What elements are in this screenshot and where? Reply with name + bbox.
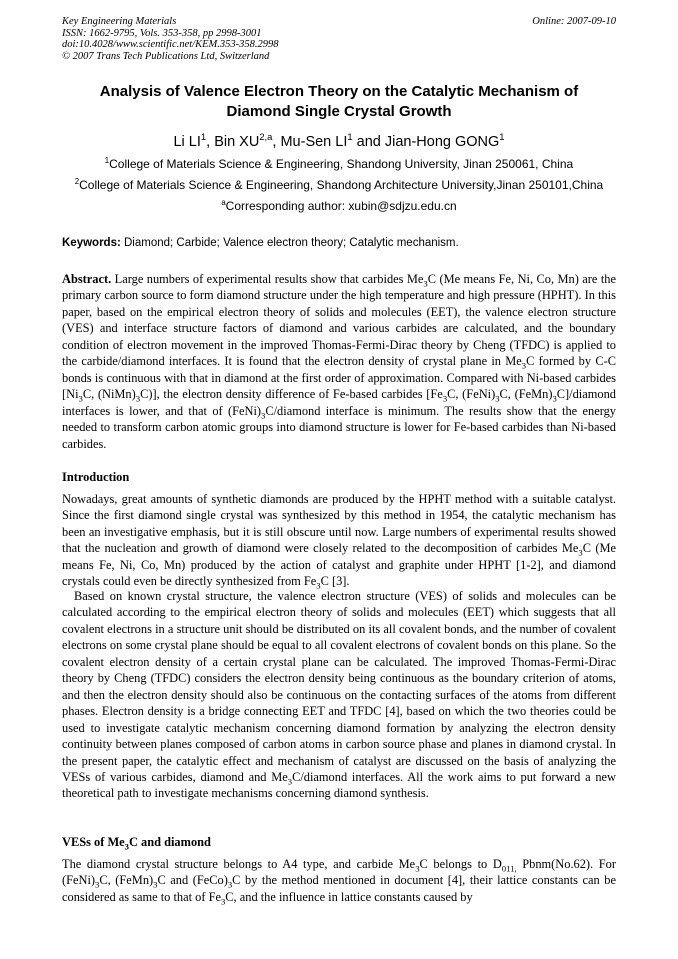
keywords-label: Keywords: [62, 237, 121, 249]
author-name: Jian-Hong GONG [384, 134, 500, 150]
author-name: Li LI [173, 134, 201, 150]
introduction-heading: Introduction [62, 470, 130, 484]
paper-title [62, 82, 616, 122]
ves-paragraph-1: The diamond crystal structure belongs to A4 type, and carbide $Me_3C$ belongs to $D_{011,}$ Pbnm(No.62). For $(FeNi)_3C$, $(FeMn)_3C$ and $(FeCo)_3C$ by the method mentioned in document [4], their lattice constants can be considered as same to that of $Fe_3C$, and the influence in lattice constants caused by [62, 857, 616, 907]
author-affiliation-mark: 2,a [259, 131, 273, 143]
intro-paragraph-1: Nowadays, great amounts of synthetic diamonds are produced by the HPHT method with a suitable catalyst. Since the first diamond single crystal was synthesized by this method in 1954, the catalytic mechanism has been an investigative emphasis, but it is still obscure until now. Large numbers of experimental results showed that the nucleation and growth of diamond were closely related to the decomposition of carbides $Me_3C$ (Me means Fe, Ni, Co, Mn) produced by the action of catalyst and graphite under HPHT [1-2], and diamond crystals could even be directly synthesized from $Fe_3C$ [3]. [62, 492, 616, 591]
author-separator: , [206, 134, 215, 150]
abstract-label: Abstract. [62, 272, 112, 286]
author-affiliation-mark: 1 [200, 131, 207, 143]
corresponding-author [50, 199, 628, 214]
title-line-2: Diamond Single Crystal Growth [226, 103, 452, 120]
ves-heading: VESs of $Me_3C$ and diamond [62, 835, 211, 852]
abstract [62, 271, 616, 452]
author-affiliation-mark: 1 [499, 131, 505, 143]
journal-name: Key Engineering Materials [62, 16, 177, 27]
affiliation-2 [50, 178, 628, 193]
author-separator: , [272, 134, 281, 150]
author-name: Bin XU [214, 134, 260, 150]
affiliation-text: College of Materials Science & Engineering, Shandong Architecture University,Jinan 250101,China [79, 178, 604, 192]
affiliation-text: College of Materials Science & Engineering, Shandong University, Jinan 250061, China [109, 157, 574, 171]
author-list [62, 133, 616, 151]
doi-line: doi:10.4028/www.scientific.net/KEM.353-358.2998 [62, 39, 279, 50]
affiliation-mark: 1 [104, 156, 110, 165]
journal-header [62, 16, 616, 62]
corresponding-email: Corresponding author: xubin@sdjzu.edu.cn [225, 199, 457, 213]
keywords [62, 236, 616, 250]
online-date: Online: 2007-09-10 [532, 16, 616, 27]
title-line-1: Analysis of Valence Electron Theory on the Catalytic Mechanism of [99, 83, 579, 100]
author-affiliation-mark: 1 [347, 131, 353, 143]
keywords-text: Diamond; Carbide; Valence electron theory; Catalytic mechanism. [120, 237, 459, 249]
author-name: Mu-Sen LI [280, 134, 348, 150]
affiliation-1 [50, 157, 628, 172]
intro-paragraph-2: Based on known crystal structure, the valence electron structure (VES) of solids and molecules can be calculated according to the empirical electron theory of solids and molecules (EET) which suggests that all covalent electrons in a structure unit should be distributed on its all covalent bonds, and the number of covalent electrons on some crystal plane should be equal to all covalent electrons of covalent bonds on this plane. So the covalent electron density of a certain crystal plane can be calculated. The improved Thomas-Fermi-Dirac theory by Cheng (TFDC) considers the electron density being continuous as the boundary criterion of atoms, and then the electron density should also be continuous on the contacting surfaces of the atoms from different phases. Electron density is a bridge connecting EET and TFDC [4], based on which the two theories could be used to investigate catalytic mechanism concerning diamond formation by analyzing the electron density continuity between planes composed of carbon atoms in carbon source phase and planes in diamond crystal. In the present paper, the catalytic effect and mechanism of catalyst are discussed on the basis of analyzing the VESs of various carbides, diamond and $Me_3C$/diamond interfaces. All the work aims to put forward a new theoretical path to investigate mechanisms concerning diamond synthesis. [62, 589, 616, 801]
copyright-line: © 2007 Trans Tech Publications Ltd, Switzerland [62, 50, 270, 62]
issn-line: ISSN: 1662-9795, Vols. 353-358, pp 2998-3001 [62, 27, 262, 39]
affiliation-mark: 2 [74, 177, 80, 186]
affiliation-mark: a [221, 198, 226, 207]
author-and: and [352, 134, 385, 150]
abstract-text: Large numbers of experimental results show that carbides $Me_3C$ (Me means Fe, Ni, Co, Mn) are the primary carbon source to form diamond structure under the high temperature and high pressure (HPHT). In this paper, based on the empirical electron theory of solids and molecules (EET), the valence electron structure (VES) and interface structure factors of diamond and various carbides are calculated, and the boundary condition of electron movement in the improved Thomas-Fermi-Dirac theory by Cheng (TFDC) is applied to the carbide/diamond interfaces. It is found that the electron density of crystal plane in $Me_3C$ formed by C-C bonds is continuous with that in diamond at the first order of approximation. Compared with Ni-based carbides [$Ni_3C$, $(NiMn)_3C$)], the electron density difference of Fe-based carbides [$Fe_3C$, $(FeNi)_3C$, $(FeMn)_3C$]/diamond interfaces is lower, and that of $(FeNi)_3C$/diamond interface is minimum. The results show that the energy needed to transform carbon atomic groups into diamond structure is lower for Fe-based carbides than Ni-based carbides. [62, 272, 616, 451]
